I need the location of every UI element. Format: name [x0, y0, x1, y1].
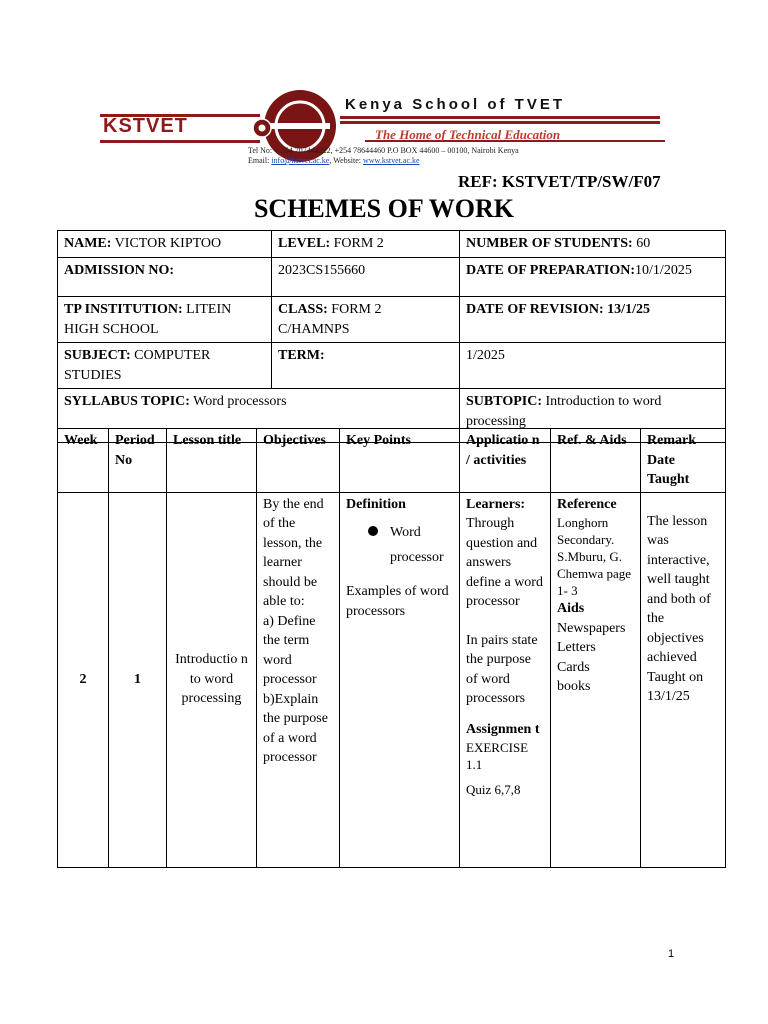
objective-b: b)Explain the purpose of a word processor [263, 691, 328, 765]
learners-heading: Learners: [466, 496, 526, 512]
logo-abbreviation: KSTVET [103, 115, 188, 137]
ref-aids-cell [551, 492, 641, 867]
header-period: Period No [109, 429, 167, 493]
contact-info [248, 146, 519, 166]
institution-cell: TP INSTITUTION: LITEIN HIGH SCHOOL [58, 297, 272, 343]
reference-code: REF: KSTVET/TP/SW/F07 [458, 172, 661, 191]
activity-2: In pairs state the purpose of word processors [466, 632, 538, 706]
bullet-icon [368, 526, 378, 536]
activity-1: Through question and answers define a word processor [466, 516, 543, 609]
revision-date-cell: DATE OF REVISION: 13/1/25 [460, 297, 726, 343]
info-row [58, 343, 726, 389]
header-application: Applicatio n / activities [460, 429, 551, 493]
page-number: 1 [668, 948, 675, 960]
term-value-cell: 1/2025 [460, 343, 726, 389]
remark-text: The lesson was interactive, well taught and both of the objectives achieved Taught on 13/1/25 [647, 513, 711, 704]
lesson-row [58, 492, 726, 867]
website-link[interactable]: www.kstvet.ac.ke [363, 156, 420, 165]
info-row [58, 258, 726, 297]
contact-phone-address: Tel No: + 254 707444222, +254 78644460 P.O BOX 44600 – 00100, Nairobi Kenya [248, 146, 519, 155]
aid-item: Newspapers [557, 620, 626, 636]
info-row [58, 297, 726, 343]
header-remark: Remark Date Taught [641, 429, 726, 493]
aid-item: Cards [557, 659, 590, 675]
level-cell: LEVEL: FORM 2 [272, 231, 460, 258]
bullet-item: Word processor [346, 520, 453, 570]
contact-email-web: Email: info@kstvet.ac.ke, Website: www.kstvet.ac.ke [248, 156, 420, 165]
school-name: Kenya School of TVET [345, 96, 566, 113]
term-label-cell: TERM: [272, 343, 460, 389]
objective-a: a) Define the term word processor [263, 613, 317, 687]
header-key-points: Key Points [340, 429, 460, 493]
lesson-title-cell: Introductio n to word processing [167, 492, 257, 867]
syllabus-topic-cell: SYLLABUS TOPIC: Word processors [58, 389, 460, 443]
class-cell: CLASS: FORM 2 C/HAMNPS [272, 297, 460, 343]
definition-heading: Definition [346, 496, 406, 512]
lesson-plan-table [57, 428, 726, 868]
remark-cell [641, 492, 726, 867]
lesson-header-row [58, 429, 726, 493]
reference-heading: Reference [557, 496, 617, 512]
school-motto: The Home of Technical Education [375, 127, 561, 142]
period-cell: 1 [109, 492, 167, 867]
name-cell: NAME: VICTOR KIPTOO [58, 231, 272, 258]
email-link[interactable]: info@kstvet.ac.ke [271, 156, 330, 165]
aid-item: Letters [557, 640, 596, 655]
teacher-info-table [57, 230, 726, 443]
aids-heading: Aids [557, 601, 585, 616]
key-points-cell [340, 492, 460, 867]
header-week: Week [58, 429, 109, 493]
exercise-text: EXERCISE 1.1 [466, 740, 529, 772]
admission-value-cell: 2023CS155660 [272, 258, 460, 297]
reference-text: Longhorn Secondary. S.Mburu, G. Chemwa page 1- 3 [557, 515, 632, 598]
quiz-text: Quiz 6,7,8 [466, 782, 521, 797]
objectives-intro: By the end of the lesson, the learner should be able to: [263, 496, 324, 609]
application-cell [460, 492, 551, 867]
aid-item: books [557, 679, 591, 694]
subtopic-cell: SUBTOPIC: Introduction to word processing [460, 389, 726, 443]
assignment-heading: Assignmen t [466, 721, 540, 737]
admission-label-cell: ADMISSION NO: [58, 258, 272, 297]
students-cell: NUMBER OF STUDENTS: 60 [460, 231, 726, 258]
examples-text: Examples of word processors [346, 584, 449, 619]
header-objectives: Objectives [257, 429, 340, 493]
objectives-cell [257, 492, 340, 867]
week-cell: 2 [58, 492, 109, 867]
page-title: SCHEMES OF WORK [253, 194, 515, 223]
preparation-date-cell: DATE OF PREPARATION:10/1/2025 [460, 258, 726, 297]
header-ref-aids: Ref. & Aids [551, 429, 641, 493]
letterhead [95, 88, 675, 168]
info-row [58, 231, 726, 258]
subject-cell: SUBJECT: COMPUTER STUDIES [58, 343, 272, 389]
header-lesson-title: Lesson title [167, 429, 257, 493]
